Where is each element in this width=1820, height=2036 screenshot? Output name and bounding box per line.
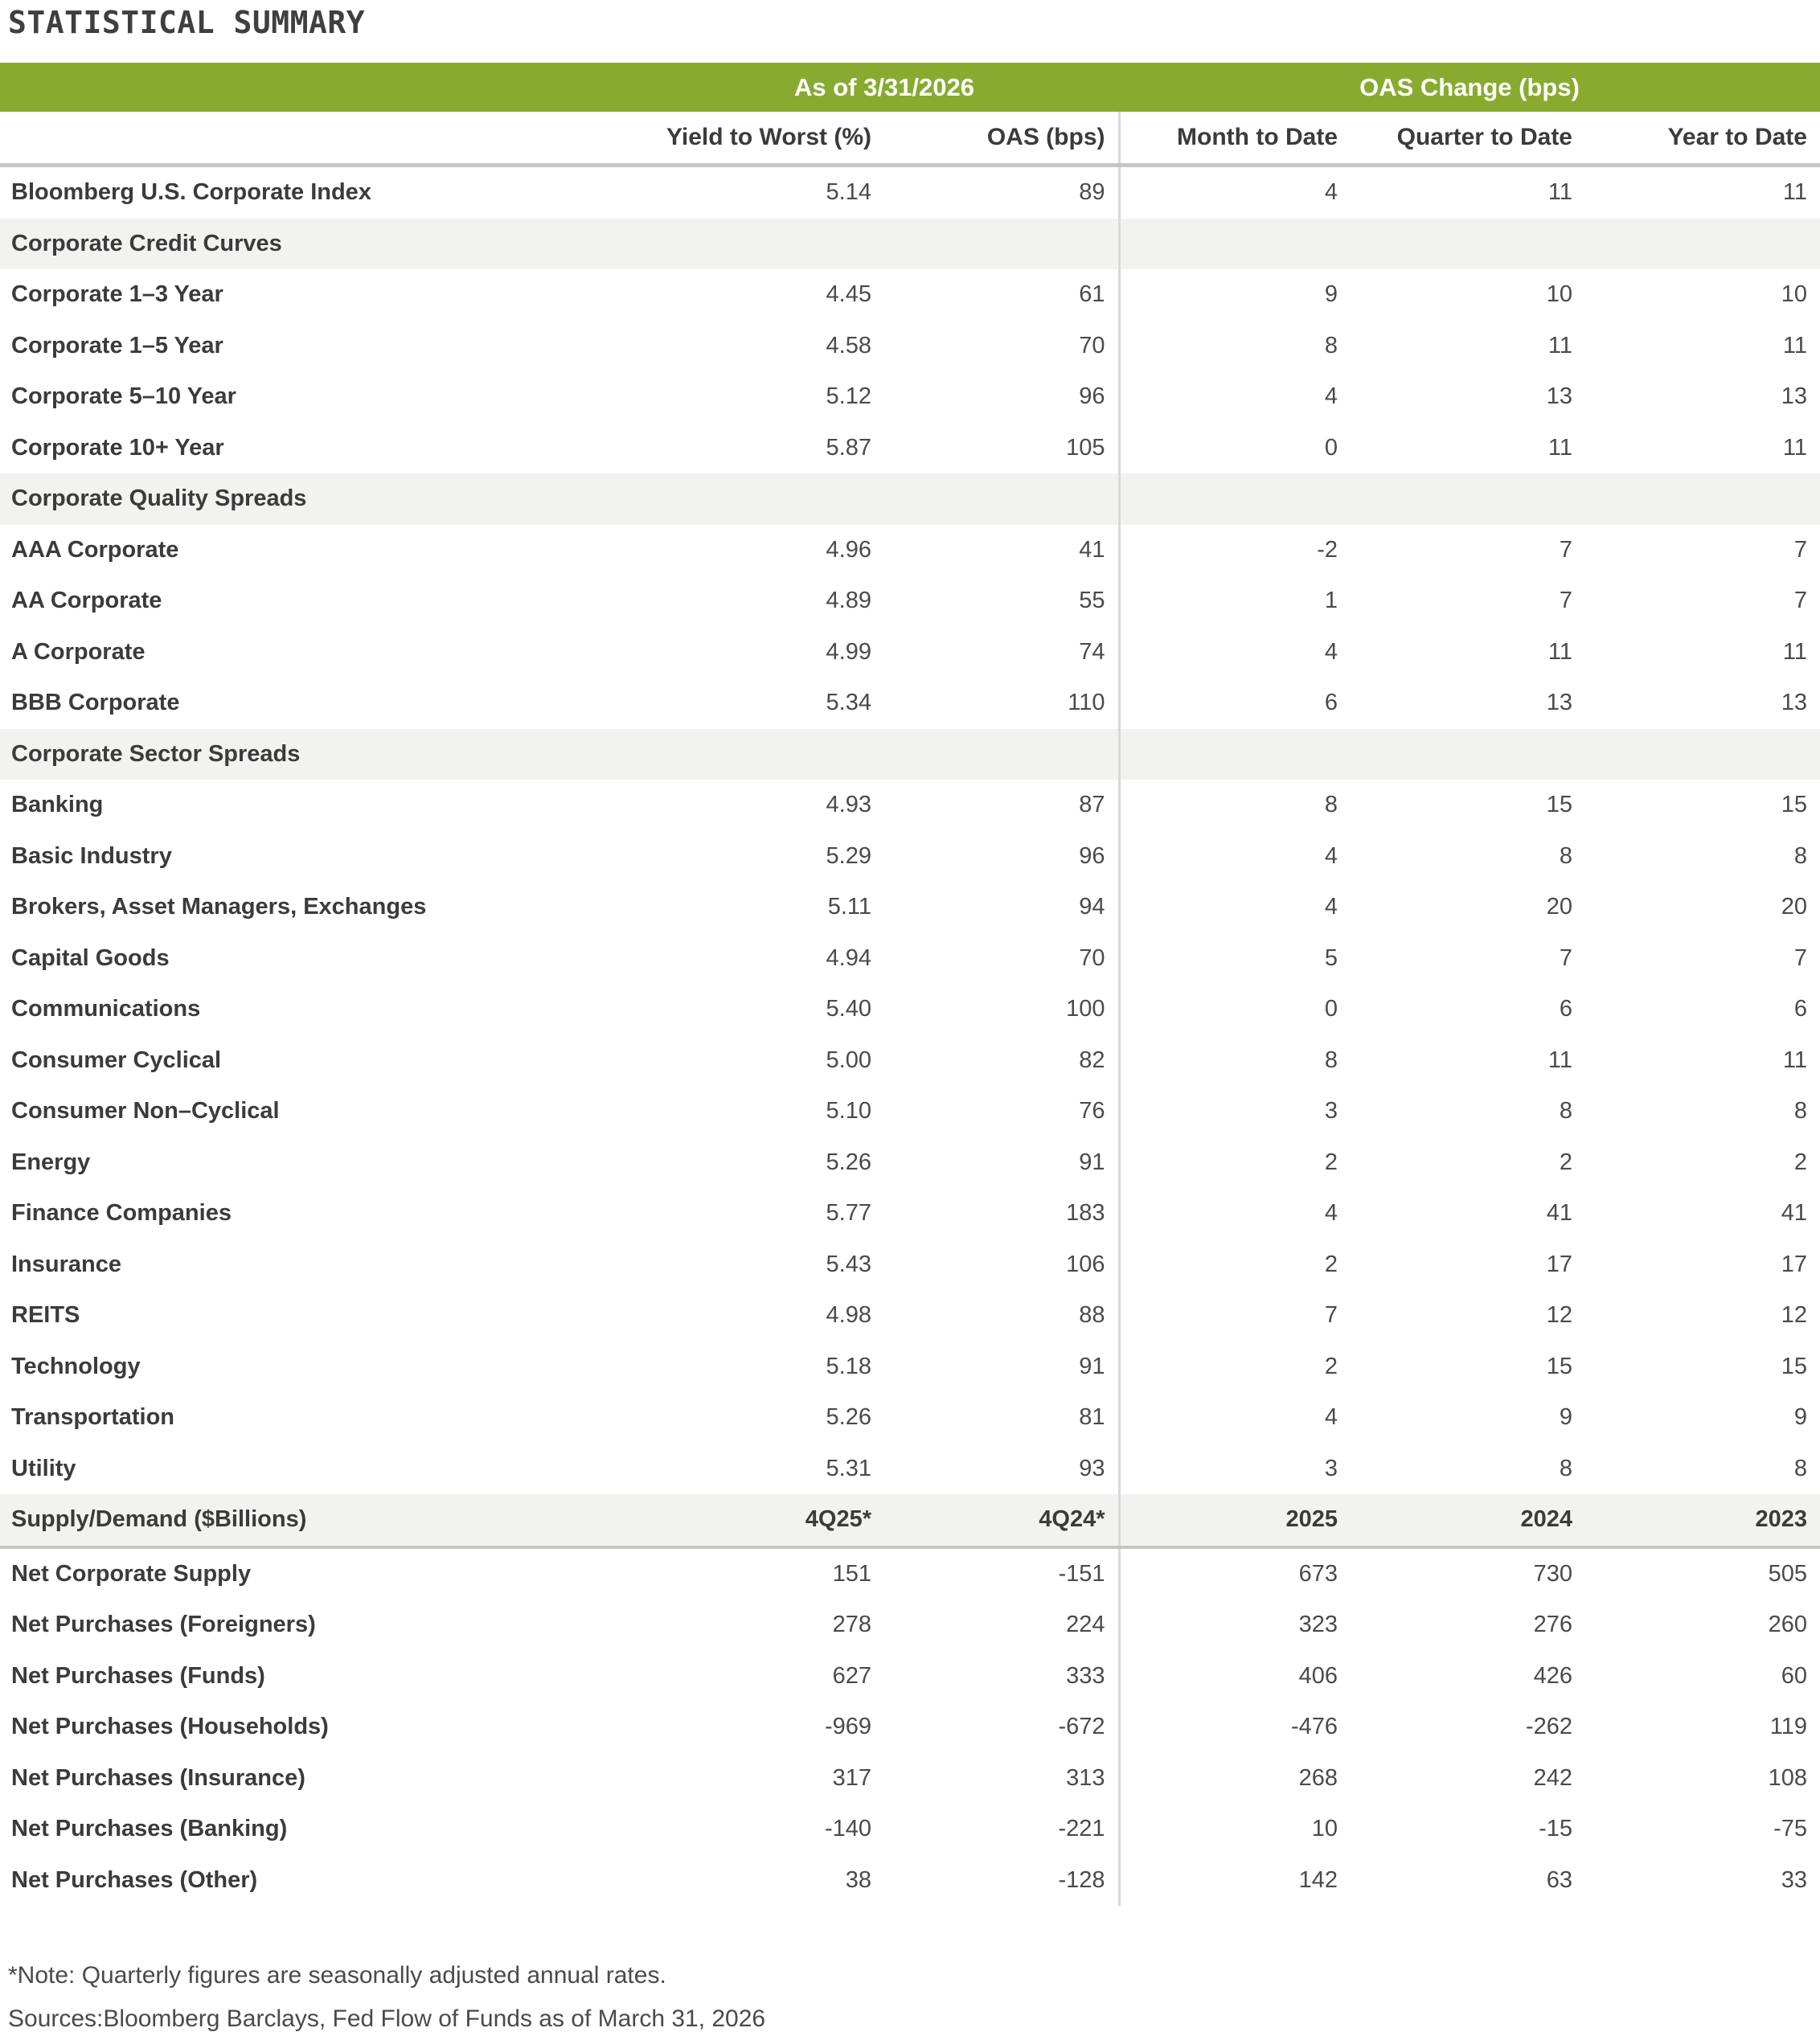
cell-ytw: 5.11 [827,894,871,920]
table-row [0,984,1820,1035]
cell-ytd: 119 [1769,1714,1807,1740]
row-label: Corporate 1–5 Year [11,332,223,358]
cell-ytw: 278 [832,1612,871,1638]
cell-mtd: 7 [1119,1290,1351,1342]
cell-ytd: 7 [1793,536,1807,563]
cell-ytw: 4.45 [826,281,871,308]
cell-oas: 87 [1079,792,1105,818]
cell-ytw: 5.26 [826,1149,871,1175]
cell-mtd: 10 [1119,1804,1351,1855]
cell-qtd: 242 [1533,1764,1572,1791]
column-header-yield-to-worst: Yield to Worst (%) [651,112,884,166]
cell-oas: -128 [1058,1866,1105,1893]
cell-qtd: 276 [1533,1612,1572,1638]
cell-ytd: 10 [1781,281,1807,308]
table-row [0,269,1820,321]
cell-qtd: 12 [1546,1302,1572,1329]
row-label: Corporate Quality Spreads [0,473,651,525]
row-label: Corporate Credit Curves [0,219,651,270]
row-label: Net Purchases (Foreigners) [11,1612,316,1638]
cell-oas: 55 [1079,588,1105,614]
row-label: Bloomberg U.S. Corporate Index [11,179,371,206]
cell-qtd: 10 [1546,281,1572,308]
cell-ytw: 5.31 [826,1455,871,1481]
cell-ytd: 12 [1781,1302,1807,1329]
cell-ytd: 41 [1781,1200,1807,1227]
cell-ytw: 4.94 [826,944,871,971]
row-label: AAA Corporate [11,536,179,563]
cell-ytw: 5.87 [826,434,871,461]
cell-qtd: 730 [1533,1560,1572,1587]
cell-qtd: 8 [1559,842,1572,869]
cell-ytd: 7 [1793,588,1807,614]
cell-ytd: 505 [1768,1560,1807,1587]
cell-ytd: 20 [1781,894,1807,920]
cell-mtd: -476 [1119,1702,1351,1753]
cell-ytd [1585,219,1820,270]
cell-ytd: 11 [1782,179,1807,206]
row-label: Net Purchases (Other) [11,1866,258,1893]
cell-ytd: 15 [1781,792,1807,818]
row-label: Finance Companies [11,1200,232,1227]
cell-mtd: 4 [1119,882,1351,933]
cell-ytd: 11 [1782,638,1807,665]
row-label: Consumer Non–Cyclical [11,1098,280,1125]
table-row [0,423,1820,474]
row-label: Brokers, Asset Managers, Exchanges [11,894,427,920]
row-label: Net Purchases (Banking) [11,1816,288,1842]
cell-oas: -672 [1058,1714,1105,1740]
cell-oas [884,473,1119,525]
cell-oas: 100 [1066,996,1105,1022]
cell-qtd: 15 [1546,1353,1572,1379]
row-label: A Corporate [11,638,146,665]
cell-ytw: 5.40 [826,996,871,1022]
cell-ytd [1585,473,1820,525]
cell-ytw [651,473,884,525]
row-label: AA Corporate [11,588,162,614]
cell-ytw: -969 [824,1714,871,1740]
cell-oas: 110 [1068,690,1105,716]
cell-oas [884,219,1119,270]
row-label: Net Purchases (Households) [11,1714,329,1740]
cell-ytw: 5.00 [826,1047,871,1073]
cell-qtd: 7 [1559,588,1572,614]
row-label: Banking [11,792,104,818]
cell-mtd: 3 [1119,1444,1351,1495]
cell-ytw: 5.26 [826,1404,871,1431]
table-row [0,1547,1820,1600]
group-header-oas-change: OAS Change (bps) [1359,73,1580,101]
cell-oas: 106 [1066,1251,1105,1277]
cell-mtd: 1 [1119,576,1351,627]
cell-qtd [1351,219,1585,270]
cell-mtd: 3 [1119,1086,1351,1137]
cell-mtd: 406 [1119,1651,1351,1702]
cell-ytw: 317 [832,1764,871,1791]
table-header [0,112,1820,166]
row-label: BBB Corporate [11,690,180,716]
cell-oas: 183 [1066,1200,1105,1227]
section-header-row [0,1494,1820,1547]
cell-oas: 70 [1079,944,1105,971]
cell-ytd: 17 [1781,1251,1807,1277]
cell-mtd: 4 [1119,371,1351,423]
cell-qtd [1351,473,1585,525]
cell-ytd: 13 [1781,690,1807,716]
table-row [0,1035,1820,1087]
table-row [0,1086,1820,1137]
cell-ytw: 151 [832,1560,871,1587]
cell-mtd: -2 [1119,525,1351,576]
table-row [0,882,1820,933]
cell-qtd: -15 [1539,1816,1572,1842]
cell-ytw: 4.89 [826,588,871,614]
cell-ytd: 2023 [1585,1494,1820,1547]
cell-mtd: 9 [1119,269,1351,321]
cell-ytd: 11 [1782,332,1807,358]
table-row [0,1804,1820,1855]
cell-ytw: 38 [845,1866,871,1893]
column-header-oas-bps: OAS (bps) [884,112,1119,166]
table-row [0,1290,1820,1342]
table-row [0,1239,1820,1291]
cell-qtd [1351,729,1585,780]
cell-mtd: 8 [1119,780,1351,831]
cell-ytd: 8 [1793,1455,1807,1481]
cell-ytd: 13 [1781,383,1807,410]
page [0,5,1820,2032]
source-note: Sources:Bloomberg Barclays, Fed Flow of Funds as of March 31, 2026 [8,2005,766,2032]
table-row [0,1444,1820,1495]
cell-qtd: 17 [1546,1251,1572,1277]
cell-ytd: 9 [1793,1404,1807,1431]
table-row [0,1855,1820,1907]
table-group-header-band [0,63,1820,112]
page-title: STATISTICAL SUMMARY [8,5,366,40]
cell-mtd: 2 [1119,1239,1351,1291]
cell-mtd: 673 [1119,1547,1351,1600]
table-row [0,678,1820,729]
cell-oas: 96 [1079,383,1105,410]
cell-ytw: -140 [824,1816,871,1842]
cell-mtd: 8 [1119,321,1351,372]
cell-ytw: 4.98 [826,1302,871,1329]
cell-oas: 82 [1079,1047,1105,1073]
column-header-month-to-date: Month to Date [1119,112,1351,166]
cell-ytw [651,729,884,780]
cell-mtd: 2025 [1119,1494,1351,1547]
cell-oas: 94 [1079,894,1105,920]
row-label: Technology [11,1353,141,1379]
cell-qtd: 63 [1546,1866,1572,1893]
cell-oas: 4Q24* [884,1494,1119,1547]
cell-ytd: 7 [1793,944,1807,971]
cell-mtd: 4 [1119,831,1351,883]
cell-ytd [1585,729,1820,780]
cell-oas: 105 [1066,434,1105,461]
cell-mtd: 323 [1119,1600,1351,1651]
cell-oas: 70 [1079,332,1105,358]
cell-mtd: 2 [1119,1137,1351,1189]
table-row [0,371,1820,423]
table-row [0,1137,1820,1189]
cell-oas: 313 [1066,1764,1105,1791]
cell-ytw: 4.58 [826,332,871,358]
row-label: Corporate 1–3 Year [11,281,223,308]
column-header-quarter-to-date: Quarter to Date [1351,112,1585,166]
section-header-row [0,473,1820,525]
row-label: Supply/Demand ($Billions) [0,1494,651,1547]
cell-ytw: 5.10 [826,1098,871,1125]
cell-qtd: 426 [1533,1662,1572,1689]
cell-qtd: 11 [1547,638,1572,665]
cell-qtd: 6 [1559,996,1572,1022]
table-row [0,1342,1820,1393]
cell-ytw: 5.43 [826,1251,871,1277]
cell-ytw: 627 [832,1662,871,1689]
cell-ytw: 4Q25* [651,1494,884,1547]
cell-mtd: 4 [1119,1392,1351,1444]
table-row [0,525,1820,576]
cell-mtd: 5 [1119,933,1351,985]
cell-mtd: 0 [1119,423,1351,474]
row-label: Corporate 10+ Year [11,434,224,461]
cell-ytw: 4.99 [826,638,871,665]
statistical-summary-table [0,112,1820,1906]
row-label: Net Purchases (Funds) [11,1662,265,1689]
cell-mtd [1119,729,1351,780]
cell-oas: 88 [1079,1302,1105,1329]
cell-ytw [651,219,884,270]
cell-ytw: 5.12 [826,383,871,410]
cell-ytd: 11 [1782,434,1807,461]
cell-oas: -151 [1058,1560,1105,1587]
table-row [0,1600,1820,1651]
cell-qtd: 15 [1546,792,1572,818]
cell-ytd: 11 [1782,1047,1807,1073]
cell-ytw: 5.18 [826,1353,871,1379]
row-label: Net Purchases (Insurance) [11,1764,305,1791]
cell-mtd: 4 [1119,1188,1351,1239]
table-row [0,1651,1820,1702]
cell-mtd [1119,473,1351,525]
row-label: Basic Industry [11,842,172,869]
cell-mtd: 142 [1119,1855,1351,1907]
cell-qtd: 11 [1547,434,1572,461]
cell-oas: 61 [1079,281,1105,308]
cell-oas: 91 [1079,1149,1105,1175]
cell-qtd: 11 [1547,179,1572,206]
cell-qtd: 7 [1559,944,1572,971]
cell-oas: 96 [1079,842,1105,869]
cell-ytd: 6 [1793,996,1807,1022]
cell-mtd: 0 [1119,984,1351,1035]
cell-oas: 333 [1066,1662,1105,1689]
cell-mtd: 268 [1119,1753,1351,1805]
column-header-year-to-date: Year to Date [1585,112,1820,166]
cell-qtd: 20 [1546,894,1572,920]
cell-ytd: 8 [1793,842,1807,869]
cell-ytd: 60 [1781,1662,1807,1689]
cell-oas: 76 [1079,1098,1105,1125]
cell-ytd: 8 [1793,1098,1807,1125]
table-row [0,1188,1820,1239]
section-header-row [0,729,1820,780]
cell-oas: 81 [1079,1404,1105,1431]
cell-ytw: 5.77 [826,1200,871,1227]
cell-qtd: 9 [1559,1404,1572,1431]
cell-oas: 41 [1079,536,1105,563]
table-body [0,166,1820,1907]
cell-oas: 93 [1079,1455,1105,1481]
cell-mtd: 4 [1119,166,1351,219]
cell-qtd: 2 [1559,1149,1572,1175]
cell-oas: 74 [1079,638,1105,665]
cell-oas: 91 [1079,1353,1105,1379]
footnote: *Note: Quarterly figures are seasonally adjusted annual rates. [8,1962,666,1989]
cell-qtd: 41 [1546,1200,1572,1227]
cell-qtd: 7 [1559,536,1572,563]
table-row [0,1702,1820,1753]
cell-ytw: 5.14 [826,179,871,206]
cell-qtd: 13 [1546,690,1572,716]
cell-ytw: 4.93 [826,792,871,818]
cell-oas: 89 [1079,179,1105,206]
row-label: Energy [11,1149,91,1175]
table-row [0,780,1820,831]
cell-qtd: 11 [1547,332,1572,358]
cell-ytd: 15 [1781,1353,1807,1379]
cell-mtd: 4 [1119,627,1351,678]
table-row [0,166,1820,219]
cell-ytd: 33 [1781,1866,1807,1893]
table-row [0,933,1820,985]
cell-ytd: 2 [1793,1149,1807,1175]
cell-oas: -221 [1058,1816,1105,1842]
table-row [0,321,1820,372]
cell-mtd: 2 [1119,1342,1351,1393]
cell-qtd: -262 [1525,1714,1572,1740]
row-label: Capital Goods [11,944,170,971]
cell-ytd: -75 [1773,1816,1807,1842]
cell-oas: 224 [1066,1612,1105,1638]
row-label: Communications [11,996,201,1022]
cell-mtd: 8 [1119,1035,1351,1087]
cell-qtd: 13 [1546,383,1572,410]
column-header-empty [0,112,651,166]
cell-qtd: 11 [1547,1047,1572,1073]
cell-mtd: 6 [1119,678,1351,729]
column-header-row [0,112,1820,166]
cell-qtd: 8 [1559,1098,1572,1125]
cell-mtd [1119,219,1351,270]
cell-qtd: 8 [1559,1455,1572,1481]
cell-ytw: 4.96 [826,536,871,563]
cell-oas [884,729,1119,780]
cell-ytw: 5.29 [826,842,871,869]
row-label: Consumer Cyclical [11,1047,222,1073]
cell-ytd: 108 [1768,1764,1807,1791]
table-row [0,1753,1820,1805]
table-row [0,831,1820,883]
row-label: Net Corporate Supply [11,1560,252,1587]
section-header-row [0,219,1820,270]
cell-qtd: 2024 [1351,1494,1585,1547]
row-label: Corporate 5–10 Year [11,383,236,410]
group-header-as-of-date: As of 3/31/2026 [793,73,975,101]
table-row [0,576,1820,627]
table-row [0,627,1820,678]
cell-ytw: 5.34 [826,690,871,716]
row-label: Utility [11,1455,76,1481]
row-label: Corporate Sector Spreads [0,729,651,780]
cell-ytd: 260 [1768,1612,1807,1638]
table-row [0,1392,1820,1444]
row-label: REITS [11,1302,80,1329]
row-label: Transportation [11,1404,175,1431]
row-label: Insurance [11,1251,121,1277]
